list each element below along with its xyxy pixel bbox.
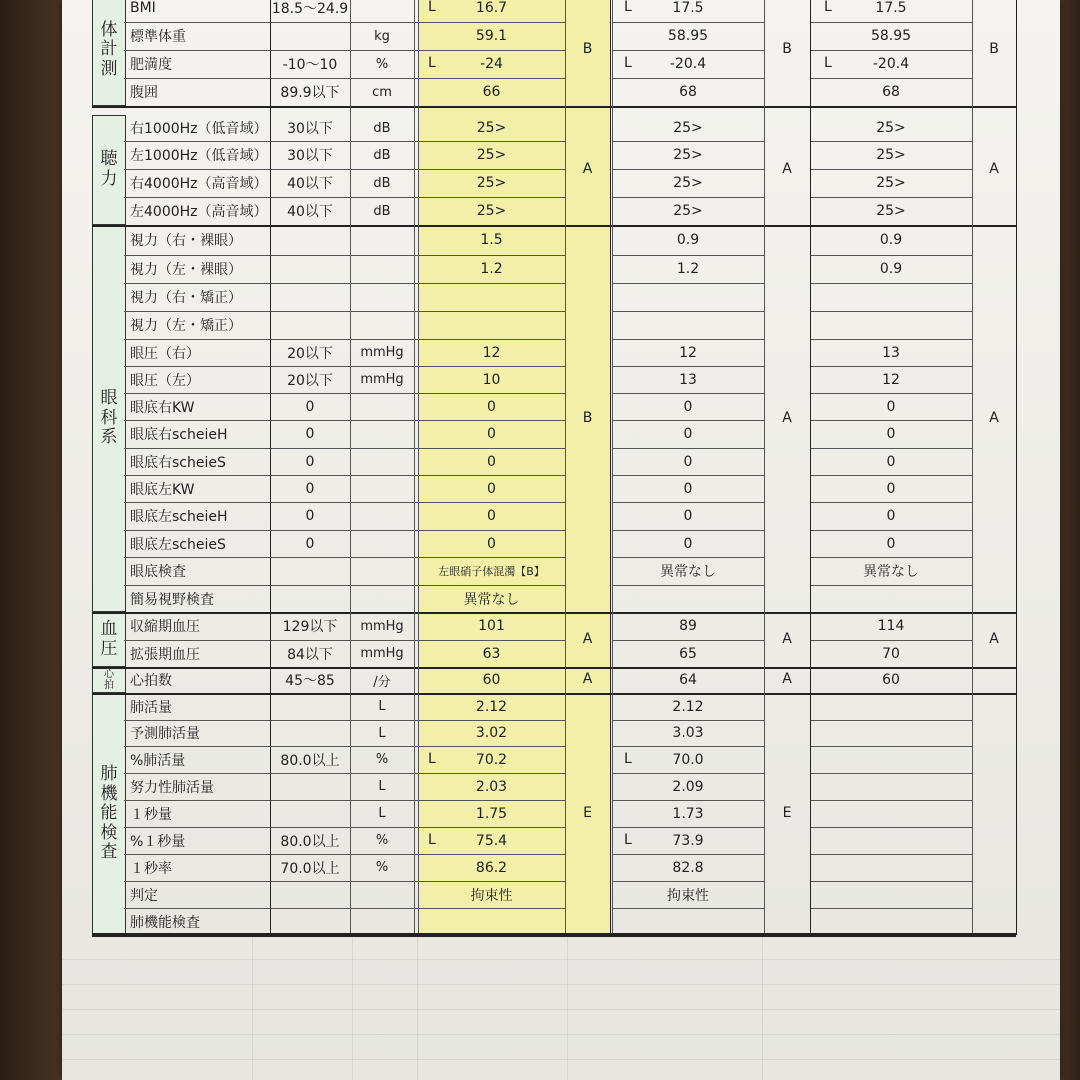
row-3-reference: 89.9以下	[280, 85, 340, 101]
row-17-name: 眼底左KW	[130, 481, 195, 498]
row-19-prev2: 0	[886, 535, 896, 552]
row-6-reference: 40以下	[287, 176, 333, 192]
results-table	[92, 0, 1016, 935]
row-28-prev2	[810, 773, 972, 800]
row-3-prev2: 68	[882, 84, 900, 100]
row-5-name: 左1000Hz（低音域）	[130, 148, 268, 164]
group-eye-bottom-rule	[92, 612, 1016, 614]
row-30-prev1-flag: L	[624, 831, 632, 848]
row-21-current: 異常なし	[463, 591, 520, 608]
row-13-unit: mmHg	[360, 372, 404, 387]
row-19-current: 0	[487, 535, 496, 552]
row-26-unit: L	[378, 725, 386, 741]
row-31-current: 86.2	[475, 859, 508, 876]
row-1-prev1: 58.95	[667, 28, 709, 44]
row-20-prev1: 異常なし	[660, 564, 716, 580]
row-12-prev2: 13	[882, 344, 900, 361]
row-11-prev2	[810, 311, 972, 339]
column-rule-prev1-left	[612, 0, 613, 935]
row-29-prev2	[810, 800, 972, 827]
row-33-unit	[350, 908, 414, 935]
row-12-prev1: 12	[679, 344, 697, 361]
row-9-name: 視力（左・裸眼）	[130, 262, 242, 278]
row-29-current: 1.75	[475, 805, 508, 822]
row-12-name: 眼圧（右）	[130, 345, 200, 362]
grade-bp-2: A	[989, 630, 999, 647]
row-20-unit	[350, 557, 414, 585]
row-10-current	[418, 283, 565, 311]
category-hearing-label: 聴 力	[100, 149, 118, 189]
row-4-current: 25>	[476, 120, 507, 136]
row-22-unit: mmHg	[360, 618, 404, 634]
row-14-unit	[350, 393, 414, 420]
row-32-prev1: 拘束性	[667, 887, 709, 904]
row-8-reference	[270, 225, 350, 255]
row-14-current: 0	[487, 398, 496, 415]
row-15-current: 0	[487, 426, 496, 442]
row-6-name: 右4000Hz（高音域）	[130, 176, 268, 192]
row-22-reference: 129以下	[282, 619, 338, 635]
row-6-unit: dB	[373, 175, 391, 191]
group-pulse-bottom-rule	[92, 693, 1016, 695]
row-26-prev2	[810, 720, 972, 746]
row-2-name: 肥満度	[130, 57, 172, 73]
row-11-reference	[270, 311, 350, 339]
row-33-prev1	[612, 908, 764, 935]
group-bp-bottom-rule	[92, 667, 1016, 669]
row-18-prev2: 0	[886, 508, 896, 524]
background-left	[0, 0, 66, 1080]
row-25-current: 2.12	[475, 698, 508, 715]
row-30-unit: %	[375, 833, 389, 848]
row-2-current-flag: L	[428, 55, 436, 71]
row-25-unit: L	[378, 699, 386, 714]
row-3-unit: cm	[372, 84, 392, 100]
category-body-label: 体 計 測	[100, 19, 118, 79]
row-5-prev1: 25>	[673, 147, 703, 163]
row-20-reference	[270, 557, 350, 585]
row-23-name: 拡張期血圧	[130, 646, 200, 663]
row-13-name: 眼圧（左）	[130, 372, 200, 389]
row-0-reference: 18.5～24.9	[271, 1, 349, 17]
row-32-name: 判定	[130, 887, 158, 904]
row-16-unit	[350, 448, 414, 475]
row-29-name: １秒量	[130, 806, 172, 823]
row-0-prev2-flag: L	[824, 0, 832, 15]
row-22-prev2: 114	[877, 618, 905, 634]
row-19-name: 眼底左scheieS	[130, 536, 226, 553]
row-25-name: 肺活量	[130, 699, 172, 716]
row-15-name: 眼底右scheieH	[130, 427, 228, 443]
row-1-prev2: 58.95	[870, 28, 912, 44]
row-5-current: 25>	[476, 147, 507, 163]
row-30-prev1: 73.9	[672, 832, 704, 849]
row-27-current-flag: L	[428, 750, 436, 767]
row-33-prev2	[810, 908, 972, 935]
grade-hearing-1: A	[782, 161, 792, 177]
row-31-name: １秒率	[130, 860, 172, 877]
row-5-reference: 30以下	[287, 148, 333, 164]
row-4-prev1: 25>	[673, 120, 703, 136]
column-rule-name	[270, 0, 271, 935]
row-24-name: 心拍数	[130, 673, 172, 689]
row-24-unit: /分	[373, 674, 391, 690]
group-lung-bottom-rule	[92, 935, 1016, 937]
row-3-name: 腹囲	[130, 85, 158, 101]
column-rule-prev1-right	[764, 0, 765, 935]
row-18-prev1: 0	[683, 508, 693, 524]
row-17-prev2: 0	[886, 480, 896, 497]
row-7-unit: dB	[373, 203, 391, 219]
row-4-prev2: 25>	[876, 120, 906, 136]
row-22-current: 101	[478, 618, 505, 634]
row-0-prev1-flag: L	[624, 0, 632, 15]
category-bp-label: 血 圧	[100, 618, 118, 659]
row-15-prev2: 0	[886, 426, 896, 442]
grade-body-1: B	[782, 41, 792, 57]
category-lung-label: 肺 機 能 検 査	[100, 764, 118, 863]
row-9-prev1: 1.2	[676, 261, 700, 277]
grade-hearing-0: A	[582, 161, 593, 177]
row-15-prev1: 0	[683, 426, 693, 442]
row-2-current: -24	[480, 56, 503, 72]
row-11-current	[418, 311, 565, 339]
row-7-reference: 40以下	[287, 204, 333, 220]
row-8-name: 視力（右・裸眼）	[130, 233, 242, 249]
row-17-current: 0	[487, 480, 496, 497]
row-11-unit	[350, 311, 414, 339]
row-32-prev2	[810, 881, 972, 908]
row-27-reference: 80.0以上	[280, 752, 340, 769]
row-14-prev2: 0	[886, 398, 896, 415]
row-13-current: 10	[482, 371, 501, 388]
row-6-prev2: 25>	[876, 175, 906, 191]
row-1-name: 標準体重	[130, 29, 186, 45]
row-12-unit: mmHg	[360, 345, 404, 360]
row-16-name: 眼底右scheieS	[130, 454, 226, 471]
grade-eye-0: B	[582, 409, 593, 426]
row-2-prev1-flag: L	[624, 55, 632, 71]
row-4-name: 右1000Hz（低音域）	[130, 121, 268, 137]
row-17-reference: 0	[305, 480, 315, 497]
row-11-name: 視力（左・矯正）	[130, 318, 242, 334]
row-24-prev2: 60	[882, 672, 900, 688]
row-19-unit	[350, 530, 414, 557]
row-24-current: 60	[482, 672, 501, 688]
row-26-name: 予測肺活量	[130, 726, 200, 742]
row-2-reference: -10～10	[282, 57, 338, 73]
category-pulse-label: 心 拍	[104, 668, 114, 691]
column-rule-prev2-grade-right	[1016, 0, 1017, 935]
row-21-reference	[270, 585, 350, 612]
row-31-prev2	[810, 854, 972, 881]
row-30-name: %１秒量	[130, 833, 186, 850]
row-28-prev1: 2.09	[672, 778, 704, 795]
row-13-reference: 20以下	[287, 372, 333, 389]
row-30-current-flag: L	[428, 831, 436, 848]
column-rule-current-grade-right	[610, 0, 611, 935]
row-15-reference: 0	[305, 426, 315, 442]
row-3-current: 66	[482, 84, 501, 100]
category-eye-label: 眼 科 系	[100, 388, 118, 448]
grade-lung-0: E	[583, 805, 592, 821]
row-14-name: 眼底右KW	[130, 399, 195, 416]
row-16-prev2: 0	[886, 453, 896, 470]
row-7-prev1: 25>	[673, 203, 703, 219]
row-20-prev2: 異常なし	[863, 564, 919, 580]
row-2-prev2: -20.4	[872, 56, 910, 72]
column-rule-prev2-right	[972, 0, 973, 935]
row-9-unit	[350, 255, 414, 283]
row-29-reference	[270, 800, 350, 827]
row-26-prev1: 3.03	[672, 725, 704, 741]
row-33-name: 肺機能検査	[130, 914, 200, 931]
row-25-reference	[270, 693, 350, 720]
row-28-current: 2.03	[475, 778, 508, 795]
column-rule-current-right	[565, 0, 566, 935]
row-30-prev2	[810, 827, 972, 854]
row-23-unit: mmHg	[360, 646, 404, 661]
row-27-name: %肺活量	[130, 752, 186, 769]
row-24-reference: 45～85	[285, 673, 335, 689]
row-27-prev1: 70.0	[672, 751, 704, 768]
row-0-current-flag: L	[428, 0, 436, 15]
row-8-prev2: 0.9	[879, 232, 903, 248]
group-hearing-bottom-rule	[92, 225, 1016, 227]
row-33-current	[418, 908, 565, 935]
group-body-bottom-rule	[92, 106, 1016, 108]
row-8-unit	[350, 225, 414, 255]
column-rule-current-left	[418, 0, 419, 935]
row-1-current: 59.1	[475, 28, 508, 44]
row-27-prev2	[810, 746, 972, 773]
row-5-prev2: 25>	[876, 147, 906, 163]
row-31-prev1: 82.8	[672, 859, 704, 876]
grade-body-0: B	[582, 41, 593, 57]
row-16-current: 0	[487, 453, 496, 470]
row-8-current: 1.5	[480, 232, 503, 248]
row-17-prev1: 0	[683, 480, 693, 497]
row-11-prev1	[612, 311, 764, 339]
row-10-unit	[350, 283, 414, 311]
row-12-reference: 20以下	[287, 345, 333, 362]
row-21-prev1	[612, 585, 764, 612]
row-13-prev2: 12	[882, 371, 900, 388]
row-26-reference	[270, 720, 350, 746]
grade-bp-1: A	[782, 630, 792, 647]
row-13-prev1: 13	[679, 371, 697, 388]
row-26-current: 3.02	[475, 725, 508, 741]
row-28-unit: L	[378, 779, 386, 794]
row-20-name: 眼底検査	[130, 564, 186, 580]
row-23-current: 63	[482, 645, 501, 662]
row-18-current: 0	[487, 508, 496, 524]
row-23-reference: 84以下	[287, 646, 333, 663]
row-16-reference: 0	[305, 453, 315, 470]
row-27-unit: %	[375, 752, 389, 767]
grade-pulse-1: A	[782, 671, 792, 687]
row-29-unit: L	[378, 806, 386, 821]
row-25-prev2	[810, 693, 972, 720]
row-22-prev1: 89	[679, 618, 697, 634]
row-21-name: 簡易視野検査	[130, 591, 214, 608]
row-29-prev1: 1.73	[672, 805, 704, 822]
row-10-prev2	[810, 283, 972, 311]
grade-eye-2: A	[989, 409, 999, 426]
grade-hearing-2: A	[989, 161, 999, 177]
row-2-unit: %	[375, 56, 389, 72]
grade-bp-0: A	[582, 630, 593, 647]
grade-body-2: B	[989, 41, 999, 57]
row-24-prev1: 64	[679, 672, 697, 688]
row-4-unit: dB	[373, 120, 391, 136]
row-2-prev2-flag: L	[824, 55, 832, 71]
row-1-unit: kg	[374, 28, 390, 44]
row-0-current: 16.7	[475, 0, 508, 16]
row-10-name: 視力（右・矯正）	[130, 290, 242, 306]
row-28-reference	[270, 773, 350, 800]
row-32-reference	[270, 881, 350, 908]
row-7-name: 左4000Hz（高音域）	[130, 204, 268, 220]
row-25-prev1: 2.12	[672, 698, 704, 715]
row-3-prev1: 68	[679, 84, 697, 100]
row-6-prev1: 25>	[673, 175, 703, 191]
row-12-current: 12	[482, 344, 501, 361]
row-5-unit: dB	[373, 147, 391, 163]
row-15-unit	[350, 420, 414, 448]
row-30-current: 75.4	[475, 832, 508, 849]
row-31-unit: %	[375, 860, 389, 875]
row-22-name: 収縮期血圧	[130, 619, 200, 635]
row-32-unit	[350, 881, 414, 908]
grade-lung-1: E	[782, 805, 792, 821]
row-0-prev2: 17.5	[875, 0, 907, 16]
row-14-reference: 0	[305, 398, 315, 415]
row-28-name: 努力性肺活量	[130, 779, 214, 796]
row-7-current: 25>	[476, 203, 507, 219]
row-32-current: 拘束性	[470, 887, 513, 904]
row-19-prev1: 0	[683, 535, 693, 552]
row-21-unit	[350, 585, 414, 612]
row-9-reference	[270, 255, 350, 283]
row-0-name: BMI	[130, 0, 156, 16]
row-7-prev2: 25>	[876, 203, 906, 219]
row-23-prev1: 65	[679, 645, 697, 662]
row-33-reference	[270, 908, 350, 935]
row-18-unit	[350, 502, 414, 530]
row-27-prev1-flag: L	[624, 750, 632, 767]
row-1-reference	[270, 22, 350, 50]
row-23-prev2: 70	[882, 645, 900, 662]
row-4-reference: 30以下	[287, 121, 333, 137]
column-rule-reference	[350, 0, 351, 935]
row-9-prev2: 0.9	[879, 261, 903, 277]
row-18-name: 眼底左scheieH	[130, 509, 228, 525]
column-rule-unit	[414, 0, 415, 935]
column-rule-prev1-grade-right	[810, 0, 811, 935]
row-0-prev1: 17.5	[672, 0, 704, 16]
bleed-through-area	[62, 935, 1060, 1080]
row-9-current: 1.2	[480, 261, 503, 277]
row-0-unit	[350, 0, 414, 22]
row-30-reference: 80.0以上	[280, 833, 340, 850]
row-8-prev1: 0.9	[676, 232, 700, 248]
row-6-current: 25>	[476, 175, 507, 191]
row-31-reference: 70.0以上	[280, 860, 340, 877]
row-10-prev1	[612, 283, 764, 311]
grade-eye-1: A	[782, 409, 792, 426]
grade-pulse-0: A	[582, 671, 593, 687]
row-27-current: 70.2	[475, 751, 508, 768]
row-19-reference: 0	[305, 535, 315, 552]
row-16-prev1: 0	[683, 453, 693, 470]
table-bottom-rule	[92, 933, 1016, 935]
row-2-prev1: -20.4	[669, 56, 707, 72]
row-21-prev2	[810, 585, 972, 612]
row-17-unit	[350, 475, 414, 502]
row-18-reference: 0	[305, 508, 315, 524]
row-10-reference	[270, 283, 350, 311]
row-14-prev1: 0	[683, 398, 693, 415]
row-20-current: 左眼硝子体混濁【B】	[438, 565, 545, 578]
